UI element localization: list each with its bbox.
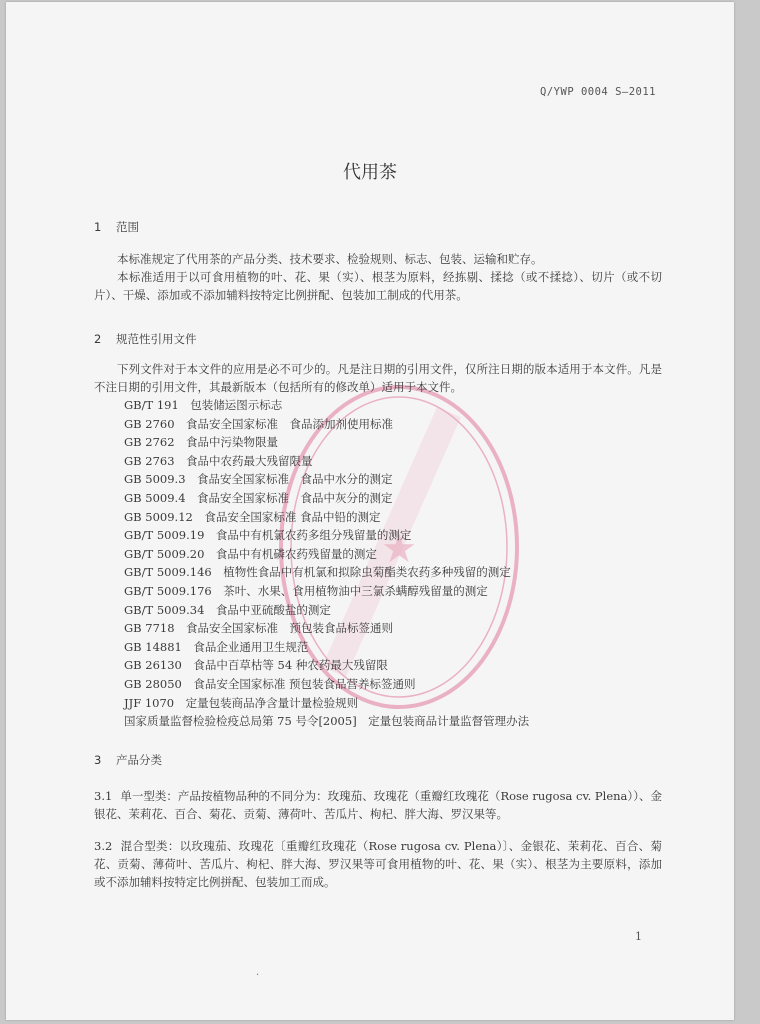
section-2-heading (94, 330, 662, 348)
reference-list (124, 396, 662, 731)
reference-item: GB/T 5009.20 食品中有机磷农药残留量的测定 (124, 546, 377, 561)
section-number: 3 (94, 752, 102, 767)
page-title: 代用茶 (343, 162, 397, 183)
paragraph: 下列文件对于本文件的应用是必不可少的。凡是注日期的引用文件，仅所注日期的版本适用于本文件。凡是不注日期的引用文件，其最新版本（包括所有的修改单）适用于本文件。 (94, 362, 662, 394)
section-title: 范围 (116, 220, 139, 234)
reference-item: GB 14881 食品企业通用卫生规范 (124, 639, 309, 654)
clause-text: 单一型类：产品按植物品种的不同分为：玫瑰茄、玫瑰花（重瓣红玫瑰花（Rose rugosa cv. Plena））、金银花、茉莉花、百合、菊花、贡菊、薄荷叶、苦瓜片、枸杞、胖大海、罗汉果等。 (94, 788, 662, 821)
section-number: 2 (94, 332, 102, 346)
clause-number: 3.1 (94, 788, 113, 803)
section-number: 1 (94, 220, 102, 234)
clause-text: 混合型类：以玫瑰茄、玫瑰花〔重瓣红玫瑰花（Rose rugosa cv. Plena）〕、金银花、茉莉花、百合、菊花、贡菊、薄荷叶、苦瓜片、枸杞、胖大海、罗汉果等可食用植物的叶、花、果（实）、根茎为主要原料，添加或不添加辅料按特定比例拼配、包装加工而成。 (94, 838, 662, 889)
reference-item: GB/T 5009.146 植物性食品中有机氯和拟除虫菊酯类农药多种残留的测定 (124, 565, 511, 580)
reference-item: GB 5009.3 食品安全国家标准 食品中水分的测定 (124, 472, 393, 487)
document-page (6, 2, 734, 1020)
page-number: 1 (635, 930, 642, 943)
scan-mark: · (256, 970, 260, 981)
section-title: 产品分类 (116, 752, 162, 767)
section-1-heading (94, 218, 662, 236)
reference-item: GB 28050 食品安全国家标准 预包装食品营养标签通则 (124, 676, 416, 691)
clause-number: 3.2 (94, 838, 113, 853)
reference-item: GB 26130 食品中百草枯等 54 种农药最大残留限 (124, 658, 388, 673)
seal-star: ★ (381, 526, 417, 572)
reference-item: GB 7718 食品安全国家标准 预包装食品标签通则 (124, 621, 394, 636)
reference-item: GB/T 5009.34 食品中亚硫酸盐的测定 (124, 602, 331, 617)
clause-3-2 (94, 837, 662, 891)
reference-item: GB/T 5009.176 茶叶、水果、食用植物油中三氯杀螨醇残留量的测定 (124, 583, 488, 598)
clause-3-1 (94, 787, 662, 823)
reference-item: 国家质量监督检验检疫总局第 75 号令[2005] 定量包装商品计量监督管理办法 (124, 714, 530, 729)
paragraph: 本标准规定了代用茶的产品分类、技术要求、检验规则、标志、包装、运输和贮存。 (117, 252, 543, 266)
section-3-heading (94, 751, 662, 769)
reference-item: JJF 1070 定量包装商品净含量计量检验规则 (124, 695, 359, 710)
reference-item: GB 2763 食品中农药最大残留限量 (124, 453, 313, 468)
reference-item: GB/T 5009.19 食品中有机氯农药多组分残留量的测定 (124, 528, 412, 543)
reference-item: GB 5009.4 食品安全国家标准 食品中灰分的测定 (124, 490, 393, 505)
standard-code: Q/YWP 0004 S—2011 (540, 86, 656, 98)
paragraph: 本标准适用于以可食用植物的叶、花、果（实）、根茎为原料，经拣剔、揉捻（或不揉捻）、切片（或不切片）、干燥、添加或不添加辅料按特定比例拼配、包装加工制成的代用茶。 (94, 270, 662, 302)
reference-item: GB 5009.12 食品安全国家标准 食品中铅的测定 (124, 509, 381, 524)
section-title: 规范性引用文件 (116, 332, 197, 346)
reference-item: GB/T 191 包装储运图示标志 (124, 398, 283, 412)
document-body (94, 218, 662, 891)
reference-item: GB 2760 食品安全国家标准 食品添加剂使用标准 (124, 416, 394, 431)
reference-item: GB 2762 食品中污染物限量 (124, 435, 279, 450)
